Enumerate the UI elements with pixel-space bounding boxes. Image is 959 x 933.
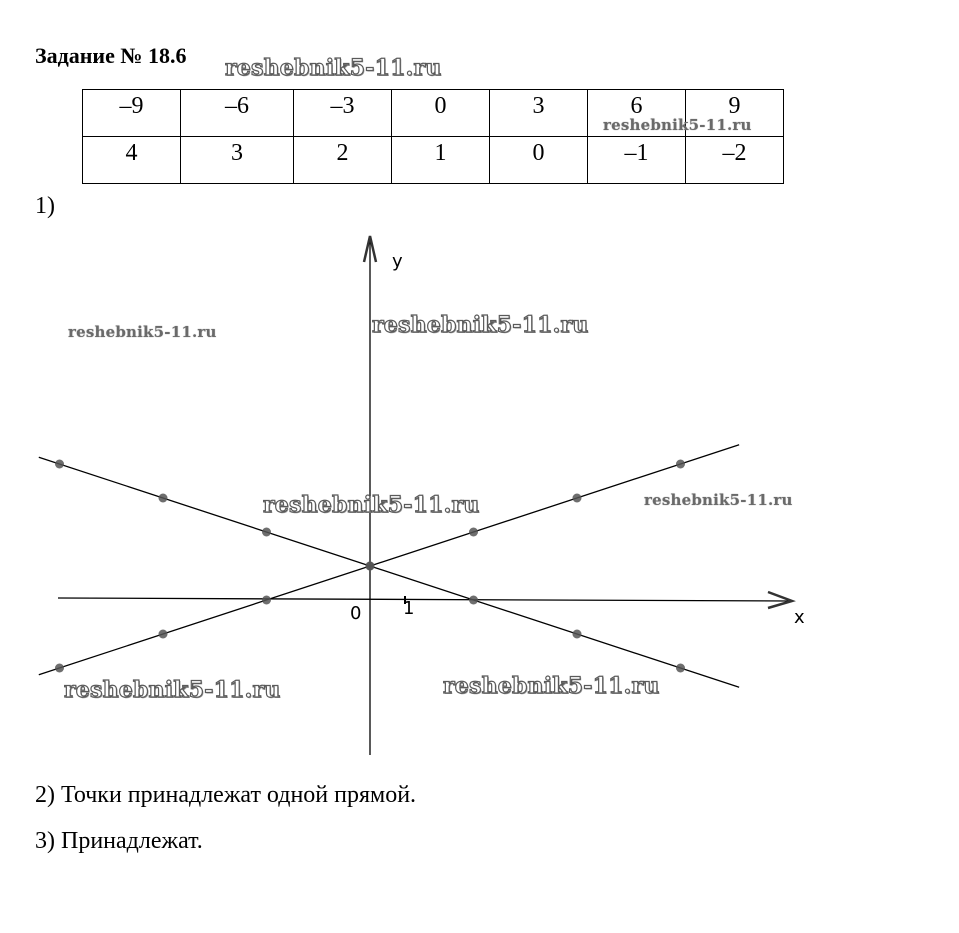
data-point <box>55 460 64 469</box>
data-point <box>55 664 64 673</box>
table-cell: –9 <box>83 90 181 137</box>
watermark: reshebnik5-11.ru <box>644 491 793 509</box>
watermark: reshebnik5-11.ru <box>263 492 480 518</box>
table-cell: 2 <box>294 137 392 184</box>
table-cell: 1 <box>392 137 490 184</box>
table-cell: 4 <box>83 137 181 184</box>
watermark: reshebnik5-11.ru <box>68 323 217 341</box>
y-axis-label: y <box>392 251 403 272</box>
table-cell: 0 <box>392 90 490 137</box>
watermark: reshebnik5-11.ru <box>372 312 589 338</box>
watermark: reshebnik5-11.ru <box>64 677 281 703</box>
table-cell: –6 <box>181 90 294 137</box>
table-cell: 0 <box>490 137 588 184</box>
table-cell: 6 <box>588 90 686 137</box>
data-point <box>469 596 478 605</box>
data-point <box>469 528 478 537</box>
data-point <box>366 562 375 571</box>
watermark: reshebnik5-11.ru <box>225 55 442 81</box>
origin-label: 0 <box>350 603 362 624</box>
watermark: reshebnik5-11.ru <box>603 116 752 134</box>
data-point <box>573 494 582 503</box>
data-point <box>159 630 168 639</box>
table-cell: –1 <box>588 137 686 184</box>
data-point <box>262 528 271 537</box>
table-cell: 9 <box>686 90 784 137</box>
x-axis-arrow-icon <box>768 592 792 608</box>
data-point <box>676 664 685 673</box>
data-point <box>262 596 271 605</box>
watermark: reshebnik5-11.ru <box>443 673 660 699</box>
table-cell: –2 <box>686 137 784 184</box>
table-cell: –3 <box>294 90 392 137</box>
task-title: Задание № 18.6 <box>35 43 187 68</box>
data-point <box>573 630 582 639</box>
part-2-answer: 2) Точки принадлежат одной прямой. <box>35 782 417 808</box>
part-1-label: 1) <box>35 193 55 219</box>
data-point <box>676 460 685 469</box>
series-lines <box>39 445 739 688</box>
x-axis-label: x <box>794 607 805 628</box>
graph-line-2 <box>39 445 739 675</box>
table-cell: 3 <box>181 137 294 184</box>
part-3-answer: 3) Принадлежат. <box>35 828 203 854</box>
unit-label: 1 <box>403 598 415 619</box>
table-cell: 3 <box>490 90 588 137</box>
data-point <box>159 494 168 503</box>
x-axis <box>58 598 790 601</box>
